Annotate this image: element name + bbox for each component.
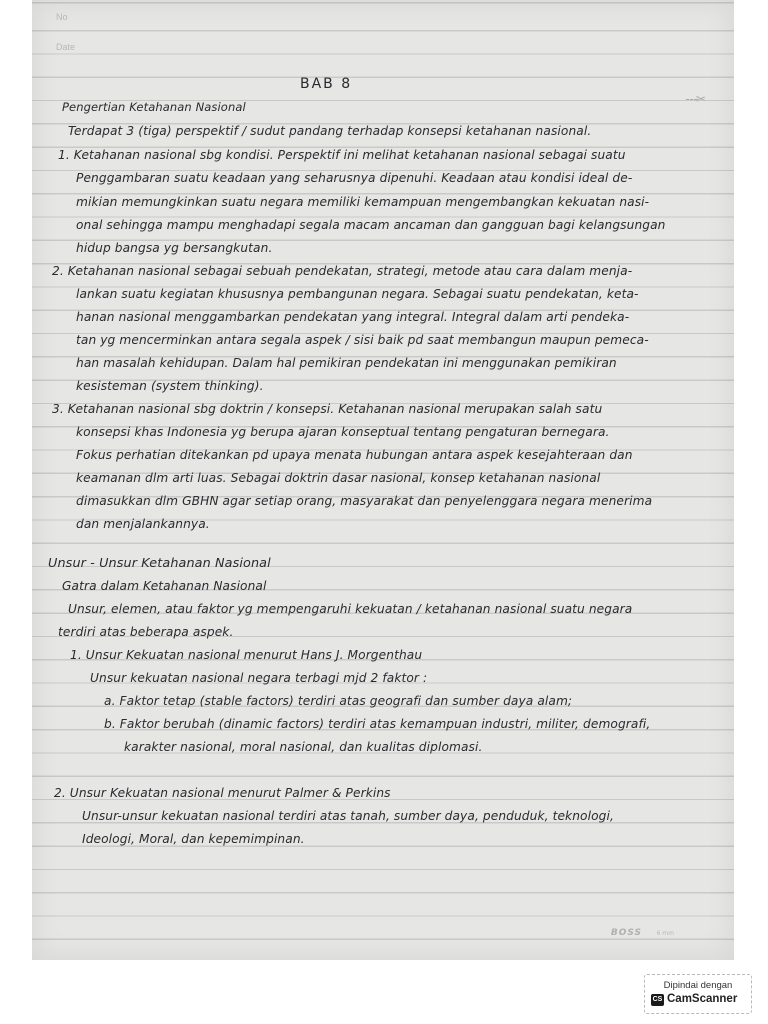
- notebook-page: [32, 0, 734, 960]
- chapter-title: BAB 8: [300, 76, 353, 92]
- text-line: Unsur, elemen, atau faktor yg mempengaruhi kekuatan / ketahanan nasional suatu negara: [68, 602, 633, 616]
- text-line: dimasukkan dlm GBHN agar setiap orang, masyarakat dan penyelenggara negara menerima: [76, 494, 653, 508]
- heading-pengertian: Pengertian Ketahanan Nasional: [62, 100, 246, 114]
- text-line: Penggambaran suatu keadaan yang seharusnya dipenuhi. Keadaan atau kondisi ideal de-: [76, 171, 633, 185]
- text-line: hidup bangsa yg bersangkutan.: [76, 241, 273, 255]
- heading-gatra: Gatra dalam Ketahanan Nasional: [62, 579, 267, 593]
- text-line: onal sehingga mampu menghadapi segala macam ancaman dan gangguan bagi kelangsungan: [76, 218, 666, 232]
- text-line: dan menjalankannya.: [76, 517, 210, 531]
- notebook-brand-sub: 6 mm: [656, 930, 674, 937]
- text-line: Unsur-unsur kekuatan nasional terdiri atas tanah, sumber daya, penduduk, teknologi,: [82, 809, 614, 823]
- text-line: keamanan dlm arti luas. Sebagai doktrin dasar nasional, konsep ketahanan nasional: [76, 471, 601, 485]
- no-label: No: [56, 12, 68, 22]
- text-line: 2. Ketahanan nasional sebagai sebuah pendekatan, strategi, metode atau cara dalam menja-: [52, 264, 633, 278]
- camscanner-watermark: [644, 974, 752, 1014]
- text-line: Terdapat 3 (tiga) perspektif / sudut pandang terhadap konsepsi ketahanan nasional.: [68, 124, 592, 138]
- scanner-name: CamScanner: [667, 993, 738, 1005]
- text-line: hanan nasional menggambarkan pendekatan yang integral. Integral dalam arti pendeka-: [76, 310, 630, 324]
- text-line: Ideologi, Moral, dan kepemimpinan.: [82, 832, 305, 846]
- text-line: 1. Unsur Kekuatan nasional menurut Hans J. Morgenthau: [70, 648, 423, 662]
- date-label: Date: [56, 42, 76, 52]
- text-line: tan yg mencerminkan antara segala aspek / sisi baik pd saat membangun maupun pemeca-: [76, 333, 649, 347]
- text-line: b. Faktor berubah (dinamic factors) terdiri atas kemampuan industri, militer, demografi,: [104, 717, 651, 731]
- text-line: Unsur kekuatan nasional negara terbagi mjd 2 faktor :: [90, 671, 428, 685]
- text-line: 3. Ketahanan nasional sbg doktrin / konsepsi. Ketahanan nasional merupakan salah satu: [52, 402, 603, 416]
- text-line: 1. Ketahanan nasional sbg kondisi. Perspektif ini melihat ketahanan nasional sebagai suatu: [58, 148, 626, 162]
- scissor-icon: - - -✂: [685, 92, 704, 106]
- heading-unsur: Unsur - Unsur Ketahanan Nasional: [48, 556, 271, 571]
- scanner-caption: Dipindai dengan: [663, 980, 733, 991]
- text-line: terdiri atas beberapa aspek.: [58, 625, 234, 639]
- notebook-brand: BOSS: [610, 928, 642, 938]
- camscanner-logo-icon: CS: [651, 994, 664, 1006]
- text-line: kesisteman (system thinking).: [76, 379, 264, 393]
- text-line: mikian memungkinkan suatu negara memiliki kemampuan mengembangkan kekuatan nasi-: [76, 195, 650, 209]
- text-line: konsepsi khas Indonesia yg berupa ajaran konseptual tentang pengaturan bernegara.: [76, 425, 610, 439]
- text-line: a. Faktor tetap (stable factors) terdiri atas geografi dan sumber daya alam;: [104, 694, 573, 708]
- text-line: karakter nasional, moral nasional, dan kualitas diplomasi.: [124, 740, 483, 754]
- text-line: 2. Unsur Kekuatan nasional menurut Palmer & Perkins: [54, 786, 391, 800]
- text-line: han masalah kehidupan. Dalam hal pemikiran pendekatan ini menggunakan pemikiran: [76, 356, 617, 370]
- text-line: lankan suatu kegiatan khususnya pembangunan negara. Sebagai suatu pendekatan, keta-: [76, 287, 639, 301]
- text-line: Fokus perhatian ditekankan pd upaya menata hubungan antara aspek kesejahteraan dan: [76, 448, 633, 462]
